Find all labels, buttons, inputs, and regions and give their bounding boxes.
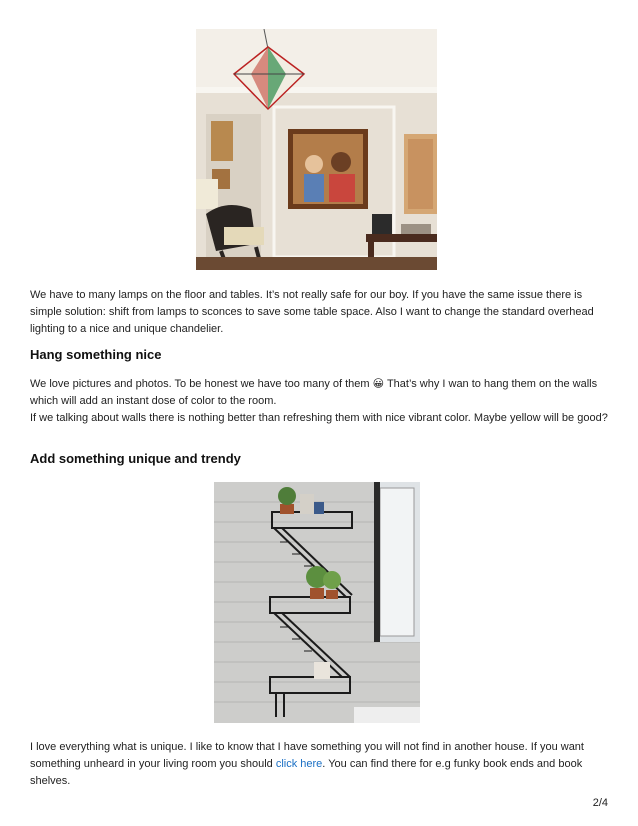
page-number: 2/4 (592, 797, 608, 809)
intro-paragraph: We have to many lamps on the floor and tables. It’s not really safe for our boy. If you have the same issue there is simple solution: shift from lamps to sconces to save some table space. Also I want to change the standard overhead lighting to a nice and unique chandelier. (30, 289, 594, 335)
fire-escape-shelf-photo (214, 482, 420, 723)
unique-paragraph-text: I love everything what is unique. I like to know that I have something you will not find in another house. If you want something unheard in your living room you should (30, 741, 584, 770)
living-room-photo (196, 29, 437, 270)
unique-paragraph (30, 739, 610, 790)
pictures-paragraph: We love pictures and photos. To be honest we have too many of them 😀 That’s why I wan to hang them on the walls which will add an instant dose of color to the room. (30, 378, 598, 407)
section-heading-hang-something-nice: Hang something nice (30, 347, 162, 362)
click-here-link[interactable]: click here (275, 758, 323, 770)
walls-color-paragraph: If we talking about walls there is nothing better than refreshing them with nice vibrant color. Maybe yellow will be good? (30, 412, 608, 424)
section-heading-unique-trendy: Add something unique and trendy (30, 451, 241, 466)
unique-paragraph-tail: . You can find there for e.g funky book ends and book shelves. (30, 758, 583, 787)
